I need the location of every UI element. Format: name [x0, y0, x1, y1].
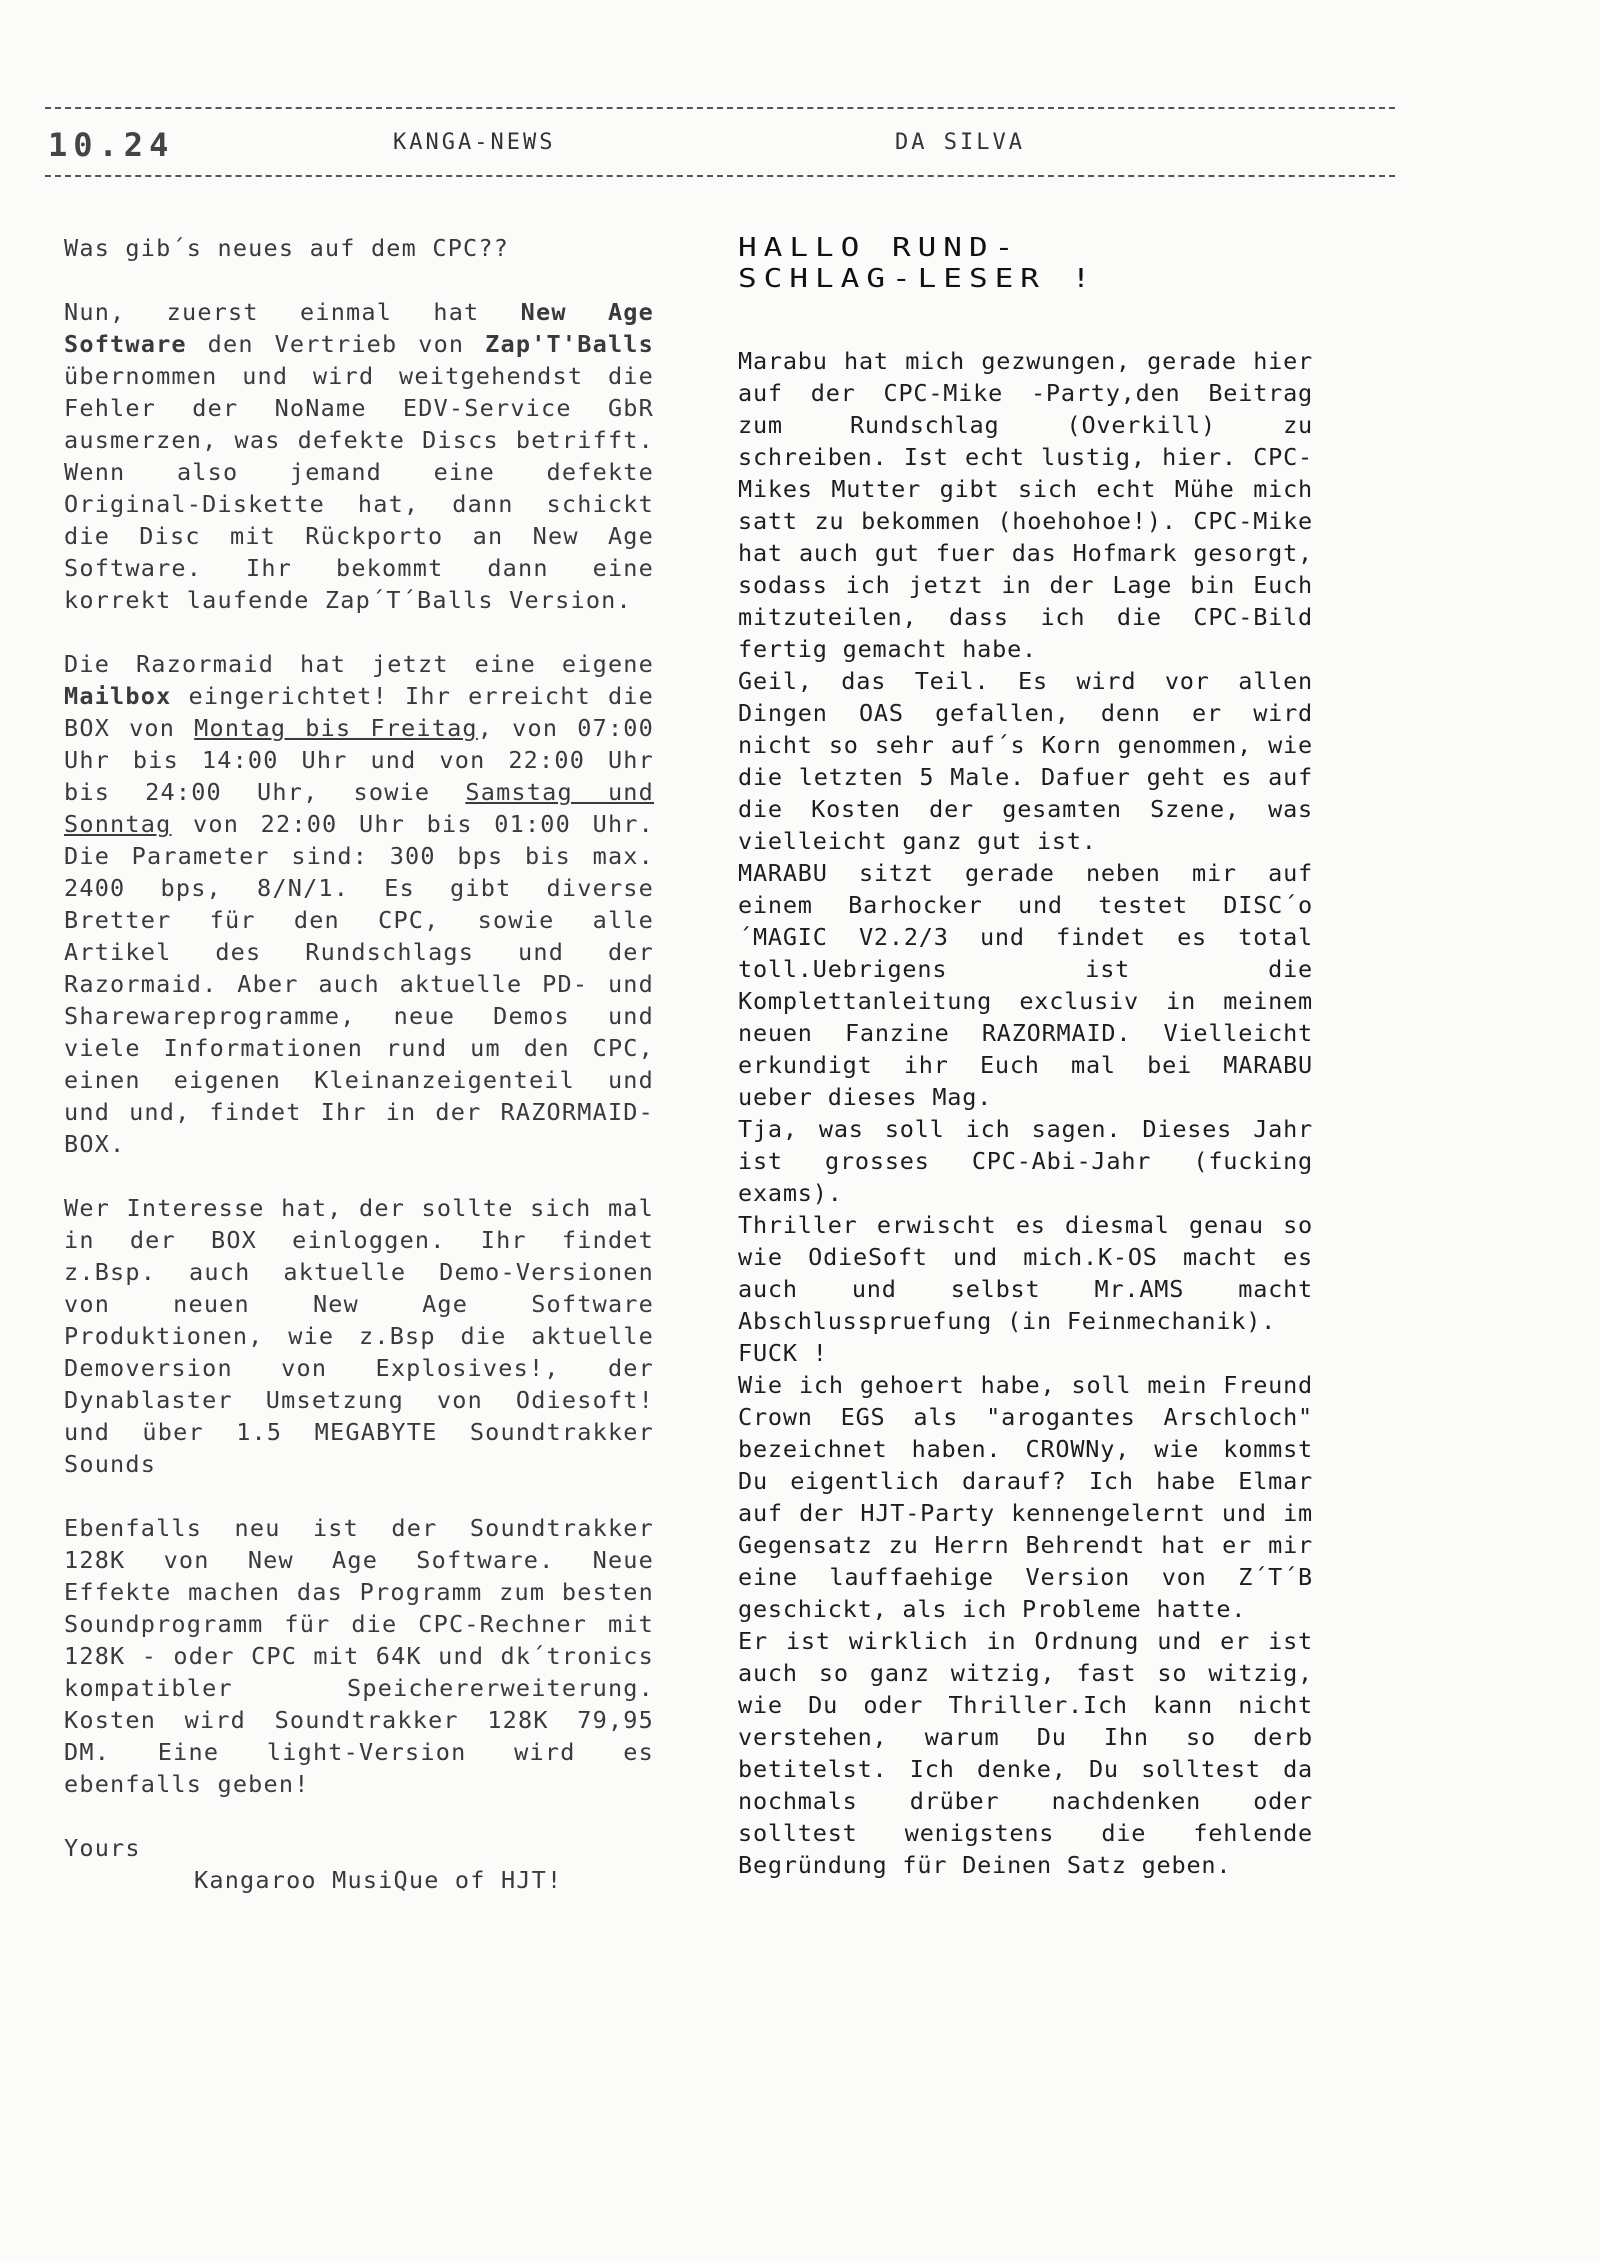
right-paragraph-3: MARABU sitzt gerade neben mir auf einem Barhocker und testet DISC´o´MAGIC V2.2/3 und findet es total toll.Uebrigens ist die Komplettanleitung exclusiv in meinem neuen Fanzine RAZORMAID. Vielleicht erkundigt ihr Euch mal bei MARABU ueber dieses Mag.: [738, 859, 1313, 1111]
underlined-run: Montag bis Freitag: [194, 714, 478, 742]
left-intro: Was gib´s neues auf dem CPC??: [64, 234, 510, 262]
right-paragraph-7: Wie ich gehoert habe, soll mein Freund Crown EGS als "arogantes Arschloch" bezeichnet haben. CROWNy, wie kommst Du eigentlich darauf? Ich habe Elmar auf der HJT-Party kennengelernt und im Gegensatz zu Herrn Behrendt hat er mir eine lauffaehige Version von Z´T´B geschickt, als ich Probleme hatte.: [738, 1371, 1313, 1623]
right-paragraph-1: Marabu hat mich gezwungen, gerade hier auf der CPC-Mike -Party,den Beitrag zum Rundschlag (Overkill) zu schreiben. Ist echt lustig, hier. CPC-Mikes Mutter gibt sich echt Mühe mich satt zu bekommen (hoehohoe!). CPC-Mike hat auch gut fuer das Hofmark gesorgt, sodass ich jetzt in der Lage bin Euch mitzuteilen, dass ich die CPC-Bild fertig gemacht habe.: [738, 347, 1313, 663]
bold-run: New Age Software: [64, 298, 655, 358]
page-number: 10.24: [48, 126, 175, 164]
signoff-greeting: Yours: [64, 1834, 141, 1862]
right-paragraph-8: Er ist wirklich in Ordnung und er ist auch so ganz witzig, fast so witzig, wie Du oder Thriller.Ich kann nicht verstehen, warum Du Ihn so derb betitelst. Ich denke, Du solltest da nochmals drüber nachdenken oder solltest wenigstens die fehlende Begründung für Deinen Satz geben.: [738, 1627, 1313, 1879]
heading-line-1: HALLO RUND-: [738, 232, 1021, 263]
left-paragraph-1: [64, 296, 654, 616]
text-run: übernommen und wird weitgehendst die Fehler der NoName EDV-Service GbR ausmerzen, was defekte Discs betrifft. Wenn also jemand eine defekte Original-Diskette hat, dann schickt die Disc mit Rückporto an New Age Software. Ihr bekommt dann eine korrekt laufende Zap´T´Balls Version.: [64, 362, 654, 614]
left-paragraph-4: Ebenfalls neu ist der Soundtrakker 128K von New Age Software. Neue Effekte machen das Programm zum besten Soundprogramm für die CPC-Rechner mit 128K - oder CPC mit 64K und dk´tronics kompatibler Speichererweiterung. Kosten wird Soundtrakker 128K 79,95 DM. Eine light-Version wird es ebenfalls geben!: [64, 1514, 654, 1798]
right-paragraph-5: Thriller erwischt es diesmal genau so wie OdieSoft und mich.K-OS macht es auch und selbst Mr.AMS macht Abschlusspruefung (in Feinmechanik).: [738, 1211, 1313, 1335]
heading-line-2: SCHLAG-LESER !: [738, 263, 1098, 294]
article-heading: [738, 232, 1313, 294]
signoff-name: Kangaroo MusiQue of HJT!: [194, 1866, 563, 1894]
right-paragraph-2: Geil, das Teil. Es wird vor allen Dingen OAS gefallen, denn er wird nicht so sehr auf´s Korn genommen, wie die letzten 5 Male. Dafuer geht es auf die Kosten der gesamten Szene, was vielleicht ganz gut ist.: [738, 667, 1313, 855]
text-run: , von 07:00 Uhr bis 14:00 Uhr und von 22:00 Uhr bis 24:00 Uhr, sowie: [64, 714, 654, 806]
left-paragraph-3: Wer Interesse hat, der sollte sich mal in der BOX einloggen. Ihr findet z.Bsp. auch aktuelle Demo-Versionen von neuen New Age Software Produktionen, wie z.Bsp die aktuelle Demoversion von Explosives!, der Dynablaster Umsetzung von Odiesoft! und über 1.5 MEGABYTE Soundtrakker Sounds: [64, 1194, 654, 1478]
header-bottom-rule: [45, 175, 1395, 177]
right-column: [738, 232, 1313, 1881]
page-header: [0, 126, 1600, 170]
text-run: den Vertrieb von: [186, 330, 486, 358]
text-run: von 22:00 Uhr bis 01:00 Uhr. Die Parameter sind: 300 bps bis max. 2400 bps, 8/N/1. Es gibt diverse Bretter für den CPC, sowie alle Artikel des Rundschlags und der Razormaid. Aber auch aktuelle PD- und Sharewareprogramme, neue Demos und viele Informationen rund um den CPC, einen eigenen Kleinanzeigenteil und und und, findet Ihr in der RAZORMAID-BOX.: [64, 810, 654, 1158]
bold-run: Zap'T'Balls: [485, 330, 654, 358]
right-paragraph-6: FUCK !: [738, 1339, 828, 1367]
left-paragraph-2: [64, 648, 654, 1160]
header-top-rule: [45, 107, 1395, 109]
right-paragraph-4: Tja, was soll ich sagen. Dieses Jahr ist grosses CPC-Abi-Jahr (fucking exams).: [738, 1115, 1313, 1207]
text-run: Die Razormaid hat jetzt eine eigene: [64, 650, 654, 678]
text-run: Nun, zuerst einmal hat: [64, 298, 521, 326]
underlined-run: Samstag und Sonntag: [64, 778, 654, 838]
bold-run: Mailbox: [64, 682, 172, 710]
magazine-name: KANGA-NEWS: [393, 130, 556, 155]
author-name: DA SILVA: [895, 130, 1025, 155]
text-run: eingerichtet! Ihr erreicht die BOX von: [64, 682, 654, 742]
left-column: [64, 232, 654, 1896]
